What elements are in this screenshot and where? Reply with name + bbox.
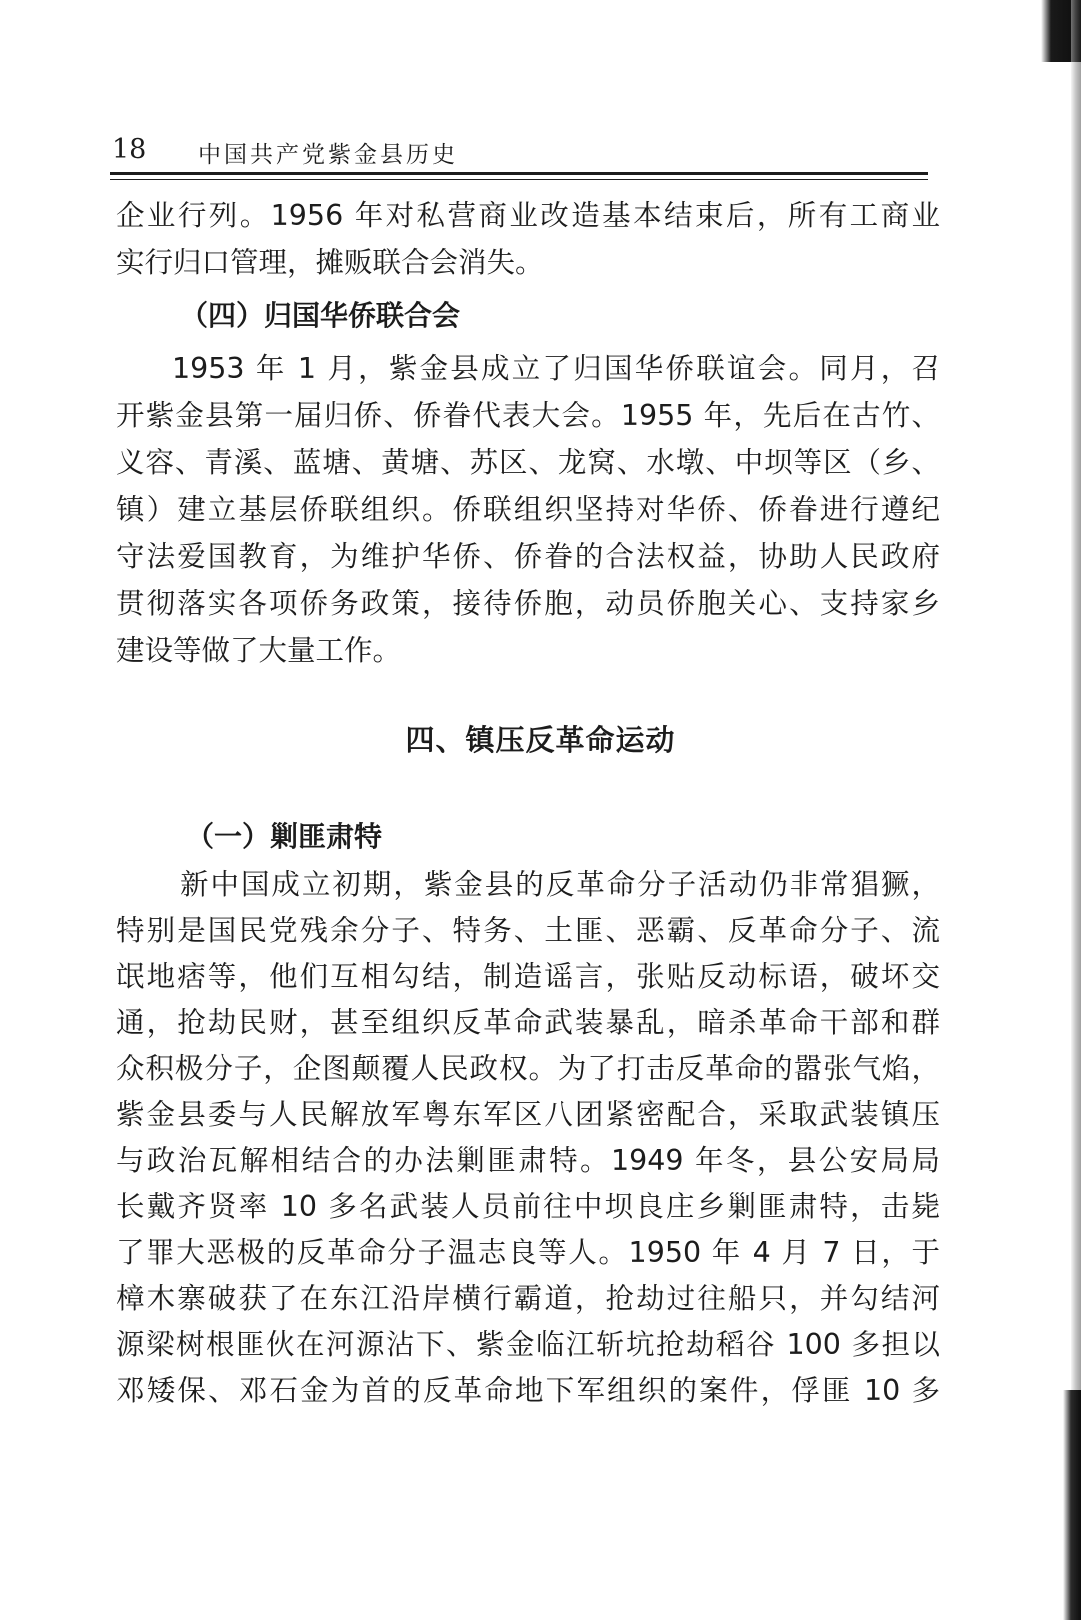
- paragraph-line: 建设等做了大量工作。: [116, 634, 402, 667]
- header-rule-thin: [110, 179, 928, 180]
- paragraph-line: 源梁树根匪伙在河源沾下、紫金临江斩坑抢劫稻谷 100 多担以: [116, 1328, 940, 1361]
- paragraph-line: 邓矮保、邓石金为首的反革命地下军组织的案件，俘匪 10 多: [116, 1374, 940, 1407]
- paragraph-line: 镇）建立基层侨联组织。侨联组织坚持对华侨、侨眷进行遵纪: [116, 493, 940, 526]
- paragraph-line: 企业行列。1956 年对私营商业改造基本结束后，所有工商业: [116, 199, 940, 232]
- paragraph-line: 与政治瓦解相结合的办法剿匪肃特。1949 年冬，县公安局局: [116, 1144, 940, 1177]
- header-rule-thick: [110, 172, 928, 175]
- paragraph-line: 特别是国民党残余分子、特务、土匪、恶霸、反革命分子、流: [116, 914, 940, 947]
- paragraph-line: 开紫金县第一届归侨、侨眷代表大会。1955 年，先后在古竹、: [116, 399, 940, 432]
- paragraph-line: 长戴齐贤率 10 多名武装人员前往中坝良庄乡剿匪肃特，击毙: [116, 1190, 940, 1223]
- paragraph-line: 通，抢劫民财，甚至组织反革命武装暴乱，暗杀革命干部和群: [116, 1006, 940, 1039]
- paragraph-line: 实行归口管理，摊贩联合会消失。: [116, 246, 544, 279]
- paragraph-line: 贯彻落实各项侨务政策，接待侨胞，动员侨胞关心、支持家乡: [116, 587, 940, 620]
- paragraph-line: 紫金县委与人民解放军粤东军区八团紧密配合，采取武装镇压: [116, 1098, 940, 1131]
- paragraph-line: 1953 年 1 月，紫金县成立了归国华侨联谊会。同月，召: [172, 352, 940, 385]
- page-number: 18: [112, 134, 147, 165]
- paragraph-line: 氓地痞等，他们互相勾结，制造谣言，张贴反动标语，破坏交: [116, 960, 940, 993]
- paragraph-line: 众积极分子，企图颠覆人民政权。为了打击反革命的嚣张气焰，: [116, 1052, 940, 1085]
- paragraph-line: 新中国成立初期，紫金县的反革命分子活动仍非常猖獗，: [180, 868, 940, 901]
- subheading-bandit-suppression: （一）剿匪肃特: [186, 820, 383, 853]
- subheading-overseas-chinese-federation: （四）归国华侨联合会: [180, 299, 461, 332]
- page-header: [112, 134, 947, 170]
- paragraph-line: 樟木寨破获了在东江沿岸横行霸道，抢劫过往船只，并勾结河: [116, 1282, 940, 1315]
- paragraph-line: 义容、青溪、蓝塘、黄塘、苏区、龙窝、水墩、中坝等区（乡、: [116, 446, 940, 479]
- running-title: 中国共产党紫金县历史: [198, 142, 458, 168]
- section-heading: 四、镇压反革命运动: [405, 723, 676, 757]
- scan-edge-bottom: [1063, 1390, 1081, 1620]
- paragraph-line: 了罪大恶极的反革命分子温志良等人。1950 年 4 月 7 日，于: [116, 1236, 940, 1269]
- scan-edge-right: [1071, 0, 1081, 1600]
- paragraph-line: 守法爱国教育，为维护华侨、侨眷的合法权益，协助人民政府: [116, 540, 940, 573]
